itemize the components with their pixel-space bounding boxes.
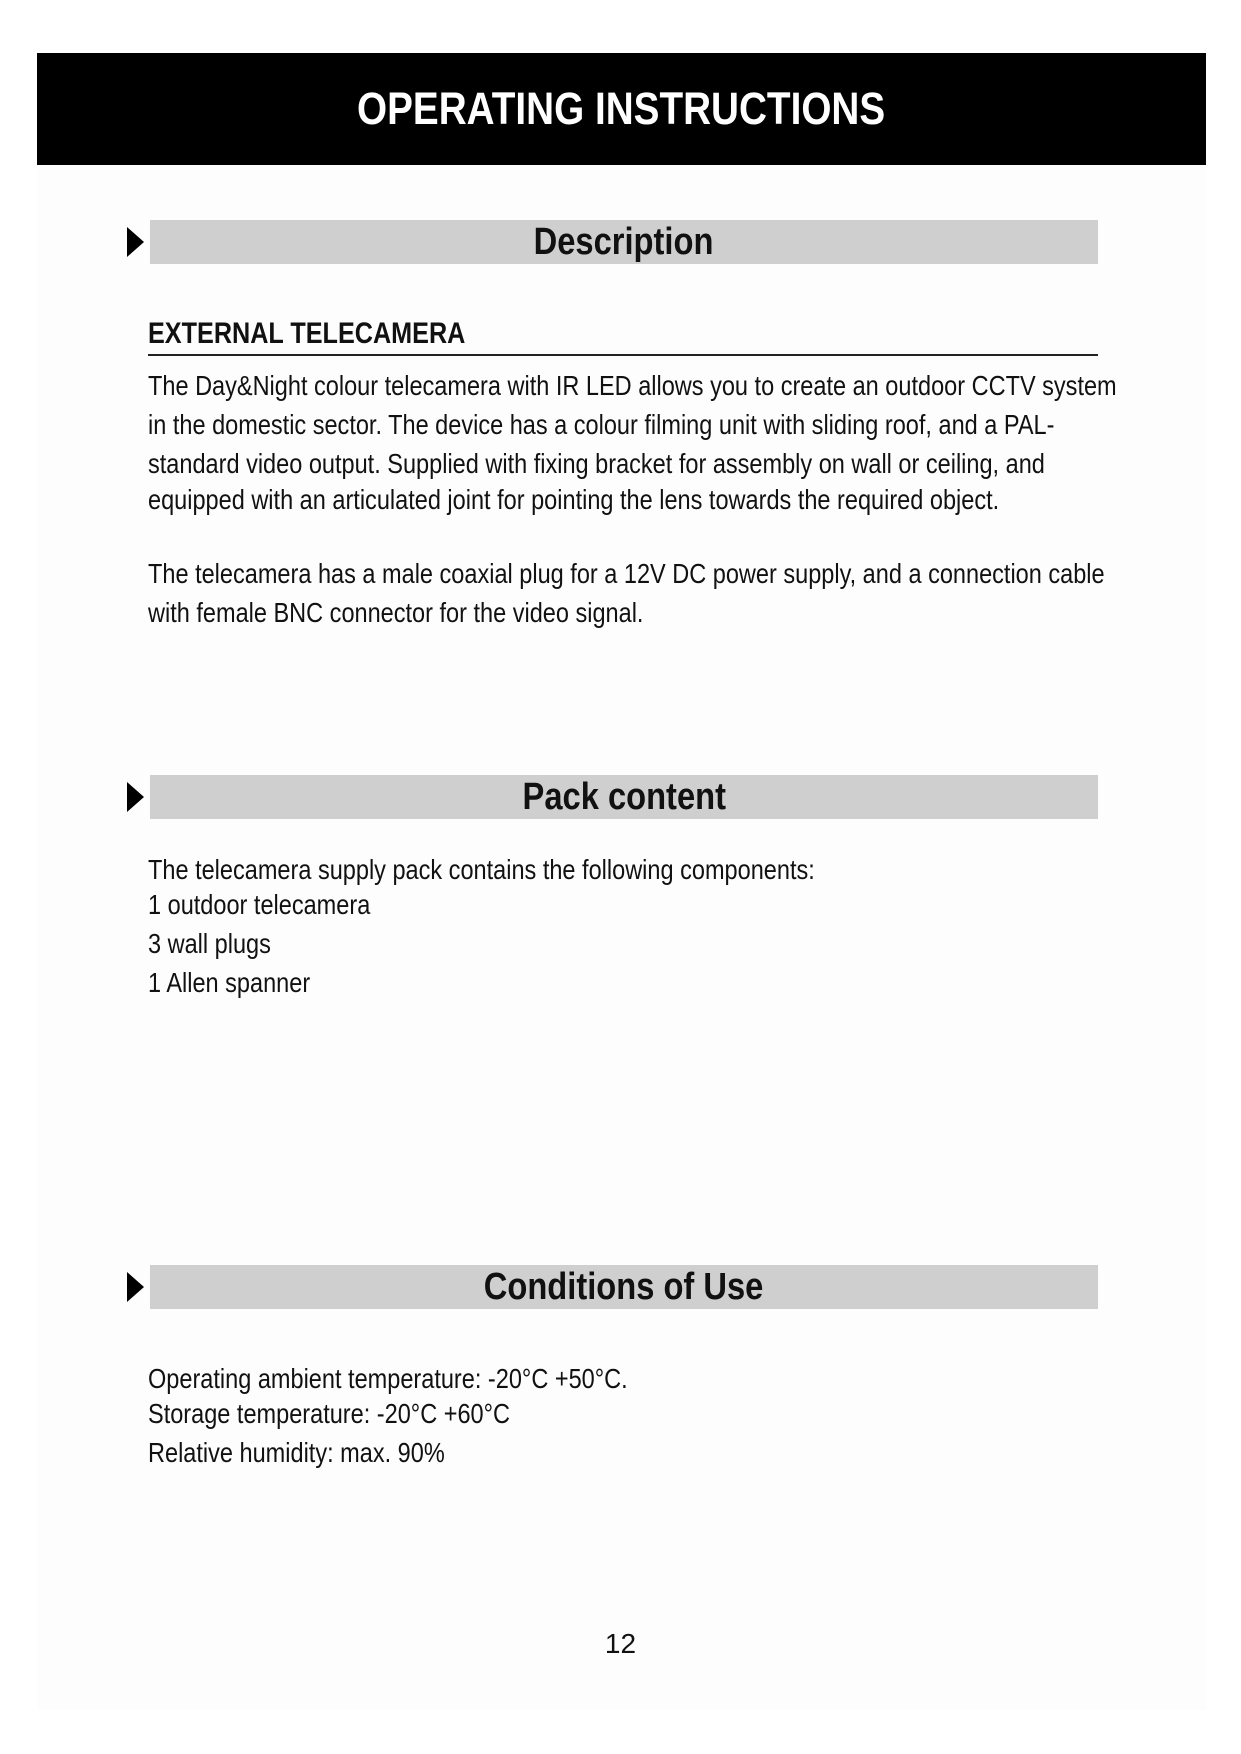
section-arrow-icon xyxy=(127,227,144,257)
conditions-line: Relative humidity: max. 90% xyxy=(148,1437,445,1468)
pack-content-item: 1 Allen spanner xyxy=(148,967,311,998)
section-header-conditions xyxy=(150,1265,1098,1309)
description-paragraph-line: standard video output. Supplied with fixing bracket for assembly on wall or ceiling, and xyxy=(148,448,1045,479)
description-paragraph-line: in the domestic sector. The device has a colour filming unit with sliding roof, and a PAL- xyxy=(148,409,1055,440)
section-header-description xyxy=(150,220,1098,264)
section-arrow-icon xyxy=(127,782,144,812)
page-number: 12 xyxy=(604,1628,637,1659)
subheading-text: EXTERNAL TELECAMERA xyxy=(148,317,466,350)
pack-content-intro: The telecamera supply pack contains the following components: xyxy=(148,854,815,885)
section-header-pack-content xyxy=(150,775,1098,819)
description-paragraph-line: The telecamera has a male coaxial plug for a 12V DC power supply, and a connection cable xyxy=(148,558,1105,589)
description-paragraph-line: The Day&Night colour telecamera with IR LED allows you to create an outdoor CCTV system xyxy=(148,370,1117,401)
conditions-line: Operating ambient temperature: -20°C +50°C. xyxy=(148,1363,628,1394)
section-title: Pack content xyxy=(522,775,726,818)
section-title: Description xyxy=(534,220,714,263)
pack-content-item: 1 outdoor telecamera xyxy=(148,889,371,920)
description-paragraph-line: with female BNC connector for the video signal. xyxy=(148,597,644,628)
description-paragraph-line: equipped with an articulated joint for pointing the lens towards the required object. xyxy=(148,484,1000,515)
conditions-line: Storage temperature: -20°C +60°C xyxy=(148,1398,511,1429)
section-title: Conditions of Use xyxy=(484,1265,764,1308)
section-arrow-icon xyxy=(127,1272,144,1302)
page-title: OPERATING INSTRUCTIONS xyxy=(357,83,886,134)
pack-content-item: 3 wall plugs xyxy=(148,928,271,959)
page-header xyxy=(37,53,1206,165)
subheading-external-telecamera xyxy=(148,314,1098,356)
